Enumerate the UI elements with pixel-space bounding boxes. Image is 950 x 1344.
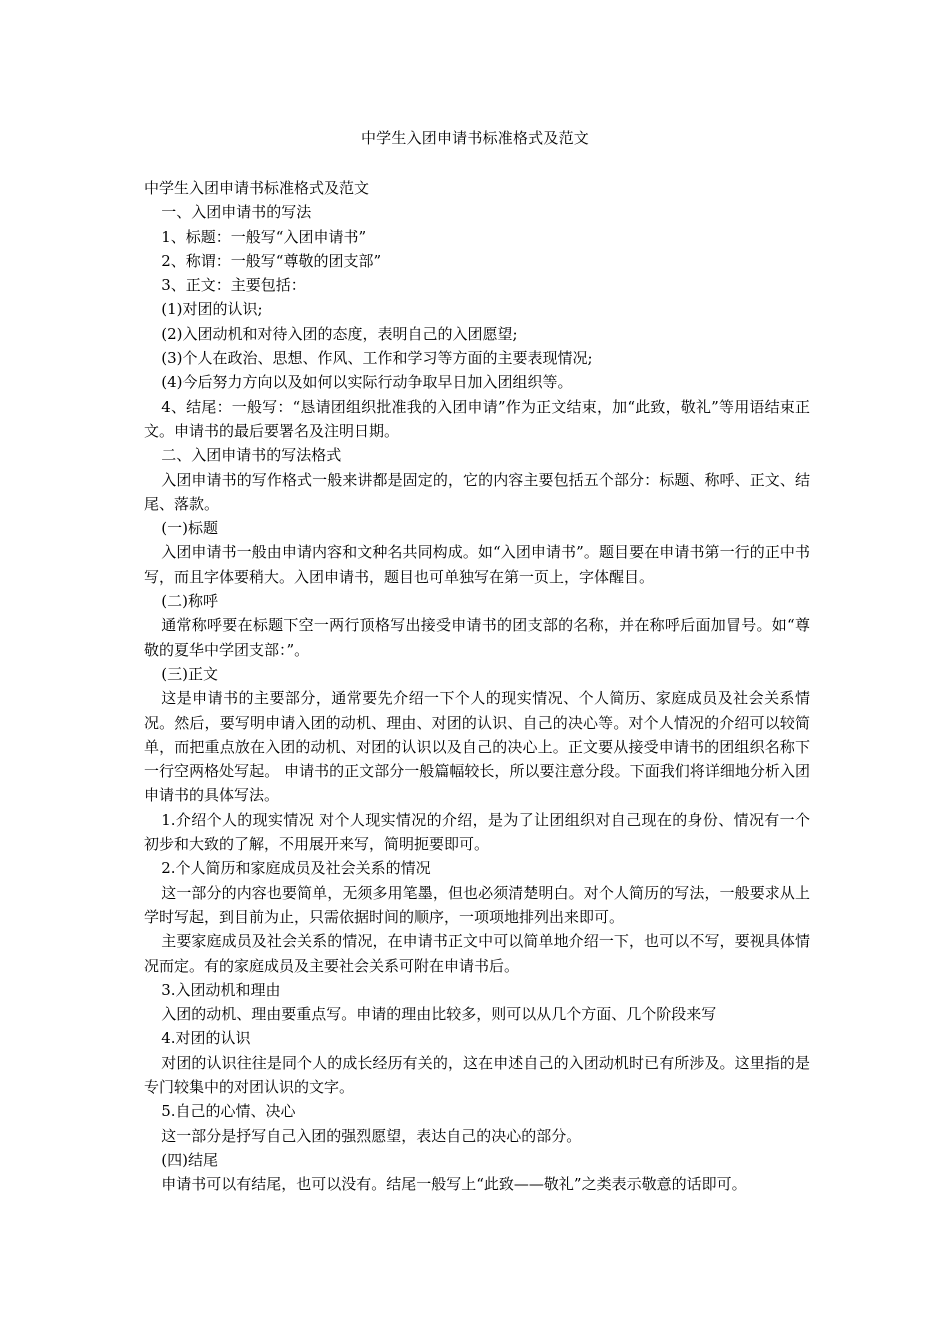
subsection-heading-ending: (四)结尾: [161, 1150, 218, 1169]
list-item: (3)个人在政治、思想、作风、工作和学习等方面的主要表现情况;: [161, 349, 593, 368]
item-heading: 2.个人简历和家庭成员及社会关系的情况: [161, 859, 431, 878]
paragraph: 3、正文：主要包括：: [161, 276, 306, 295]
paragraph: 主要家庭成员及社会关系的情况，在申请书正文中可以简单地介绍一下，也可以不写，要视具体情况而定。有的家庭成员及主要社会关系可附在申请书后。: [144, 932, 810, 975]
paragraph: 入团申请书的写作格式一般来讲都是固定的，它的内容主要包括五个部分：标题、称呼、正文、结尾、落款。: [144, 470, 810, 513]
paragraph: 1、标题：一般写“入团申请书”: [161, 227, 367, 246]
paragraph: 这一部分是抒写自己入团的强烈愿望，表达自己的决心的部分。: [161, 1126, 582, 1145]
paragraph: 通常称呼要在标题下空一两行顶格写出接受申请书的团支部的名称，并在称呼后面加冒号。如“尊敬的夏华中学团支部：”。: [144, 616, 810, 659]
document-title: 中学生入团申请书标准格式及范文: [360, 129, 589, 147]
section-heading-writing-method: 一、入团申请书的写法: [161, 203, 312, 222]
subsection-heading-body: (三)正文: [161, 664, 218, 683]
paragraph: 这是申请书的主要部分，通常要先介绍一下个人的现实情况、个人简历、家庭成员及社会关系情况。然后，要写明申请入团的动机、理由、对团的认识、自己的决心等。对个人情况的介绍可以较简单，而把重点放在入团的动机、对团的认识以及自己的决心上。正文要从接受申请书的团组织名称下一行空两格处写起。 申请书的正文部分一般篇幅较长，所以要注意分段。下面我们将详细地分析入团申请书的具体写法。: [144, 689, 810, 805]
paragraph: 4、结尾：一般写：“恳请团组织批准我的入团申请”作为正文结束，加“此致，敬礼”等用语结束正文。申请书的最后要署名及注明日期。: [144, 397, 810, 440]
document-body: [144, 176, 810, 1196]
paragraph: 入团申请书一般由申请内容和文种名共同构成。如“入团申请书”。题目要在申请书第一行的正中书写，而且字体要稍大。入团申请书，题目也可单独写在第一页上，字体醒目。: [144, 543, 810, 586]
paragraph: 1.介绍个人的现实情况 对个人现实情况的介绍，是为了让团组织对自己现在的身份、情况有一个初步和大致的了解，不用展开来写，简明扼要即可。: [144, 810, 810, 854]
subsection-heading-title: (一)标题: [161, 519, 218, 538]
paragraph: 入团的动机、理由要重点写。申请的理由比较多，则可以从几个方面、几个阶段来写: [161, 1005, 717, 1024]
subsection-heading-salutation: (二)称呼: [161, 592, 218, 611]
section-heading-format: 二、入团申请书的写法格式: [161, 446, 342, 465]
body-heading: 中学生入团申请书标准格式及范文: [144, 179, 370, 197]
paragraph: 对团的认识往往是同个人的成长经历有关的，这在申述自己的入团动机时已有所涉及。这里指的是专门较集中的对团认识的文字。: [144, 1053, 810, 1096]
item-heading: 5.自己的心情、决心: [161, 1102, 296, 1121]
list-item: (1)对团的认识;: [161, 300, 263, 319]
item-heading: 4.对团的认识: [161, 1029, 251, 1048]
list-item: (4)今后努力方向以及如何以实际行动争取早日加入团组织等。: [161, 373, 573, 392]
item-heading: 3.入团动机和理由: [161, 980, 281, 999]
paragraph: 这一部分的内容也要简单，无须多用笔墨，但也必须清楚明白。对个人简历的写法，一般要求从上学时写起，到目前为止，只需依据时间的顺序，一项项地排列出来即可。: [144, 883, 810, 926]
paragraph: 2、称谓：一般写“尊敬的团支部”: [161, 251, 382, 270]
paragraph: 申请书可以有结尾，也可以没有。结尾一般写上“此致——敬礼”之类表示敬意的话即可。: [161, 1175, 747, 1194]
list-item: (2)入团动机和对待入团的态度，表明自己的入团愿望;: [161, 324, 518, 343]
